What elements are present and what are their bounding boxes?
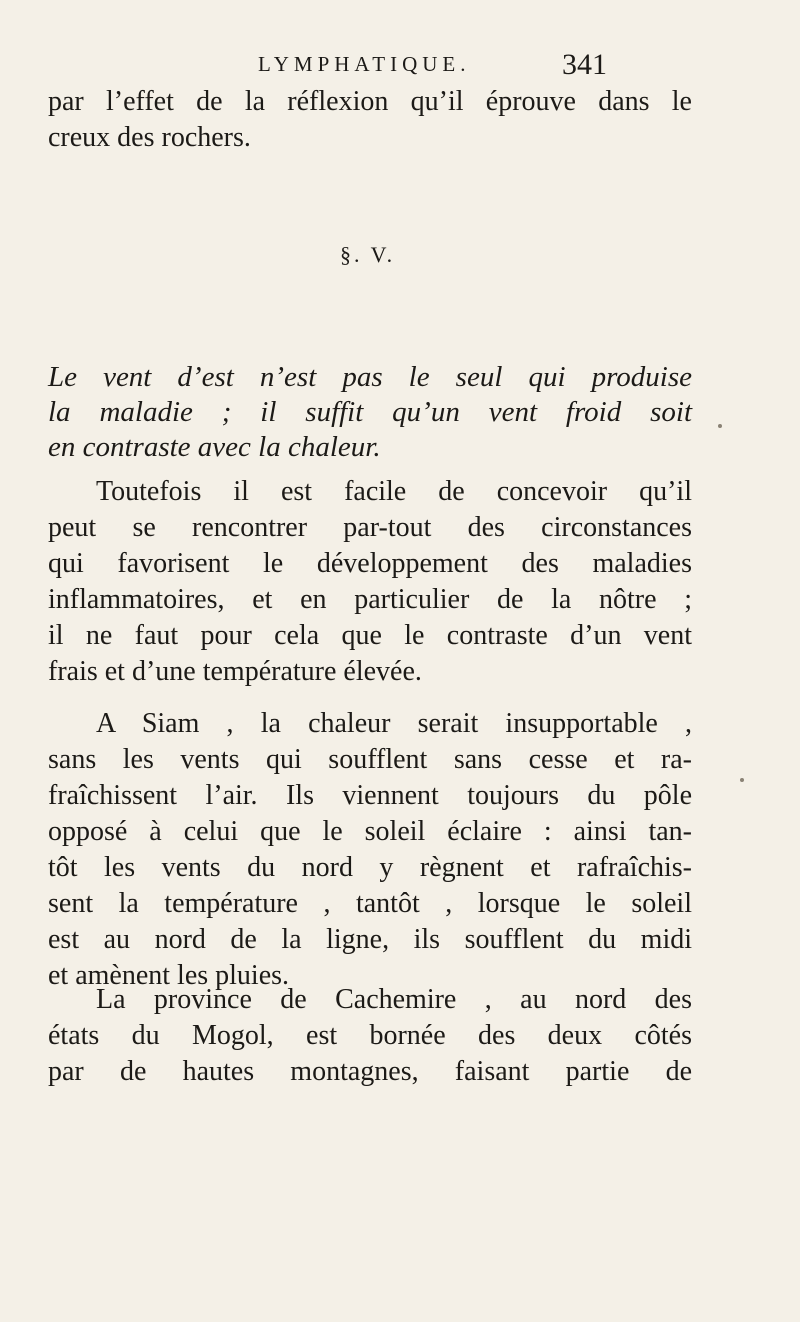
text-line: creux des rochers. xyxy=(48,122,251,153)
text-line: sent la température , tantôt , lorsque le soleil xyxy=(48,888,692,919)
text-line: tôt les vents du nord y règnent et rafraîchis- xyxy=(48,852,692,883)
page-number: 341 xyxy=(562,48,607,81)
text-line: par de hautes montagnes, faisant partie de xyxy=(48,1056,692,1087)
paragraph-2 xyxy=(48,474,692,690)
text-line: et amènent les pluies. xyxy=(48,960,290,991)
text-line: est au nord de la ligne, ils soufflent du midi xyxy=(48,924,692,955)
summary-line: en contraste avec la chaleur. xyxy=(48,431,381,463)
text-line: A Siam , la chaleur serait insupportable , xyxy=(96,708,692,739)
text-line: peut se rencontrer par-tout des circonstances xyxy=(48,512,692,543)
paper-speck xyxy=(740,778,744,782)
text-line: sans les vents qui soufflent sans cesse et ra- xyxy=(48,744,692,775)
running-title: LYMPHATIQUE. xyxy=(258,52,471,76)
section-summary xyxy=(48,360,692,465)
text-line: il ne faut pour cela que le contraste d’un vent xyxy=(48,620,692,651)
paragraph-1 xyxy=(48,84,692,156)
text-line: Toutefois il est facile de concevoir qu’il xyxy=(96,476,692,507)
paper-speck xyxy=(718,424,722,428)
text-line: inflammatoires, et en particulier de la nôtre ; xyxy=(48,584,692,615)
text-line: états du Mogol, est bornée des deux côtés xyxy=(48,1020,692,1051)
text-line: fraîchissent l’air. Ils viennent toujours du pôle xyxy=(48,780,692,811)
text-line: qui favorisent le développement des maladies xyxy=(48,548,692,579)
section-heading: §. V. xyxy=(340,242,396,267)
text-line: par l’effet de la réflexion qu’il éprouve dans le xyxy=(48,86,692,117)
text-line: La province de Cachemire , au nord des xyxy=(96,984,692,1015)
text-line: opposé à celui que le soleil éclaire : ainsi tan- xyxy=(48,816,692,847)
paragraph-4 xyxy=(48,982,692,1090)
text-line: frais et d’une température élevée. xyxy=(48,656,422,687)
summary-line: la maladie ; il suffit qu’un vent froid soit xyxy=(48,396,692,428)
paragraph-3 xyxy=(48,706,692,994)
summary-line: Le vent d’est n’est pas le seul qui produise xyxy=(48,361,692,393)
